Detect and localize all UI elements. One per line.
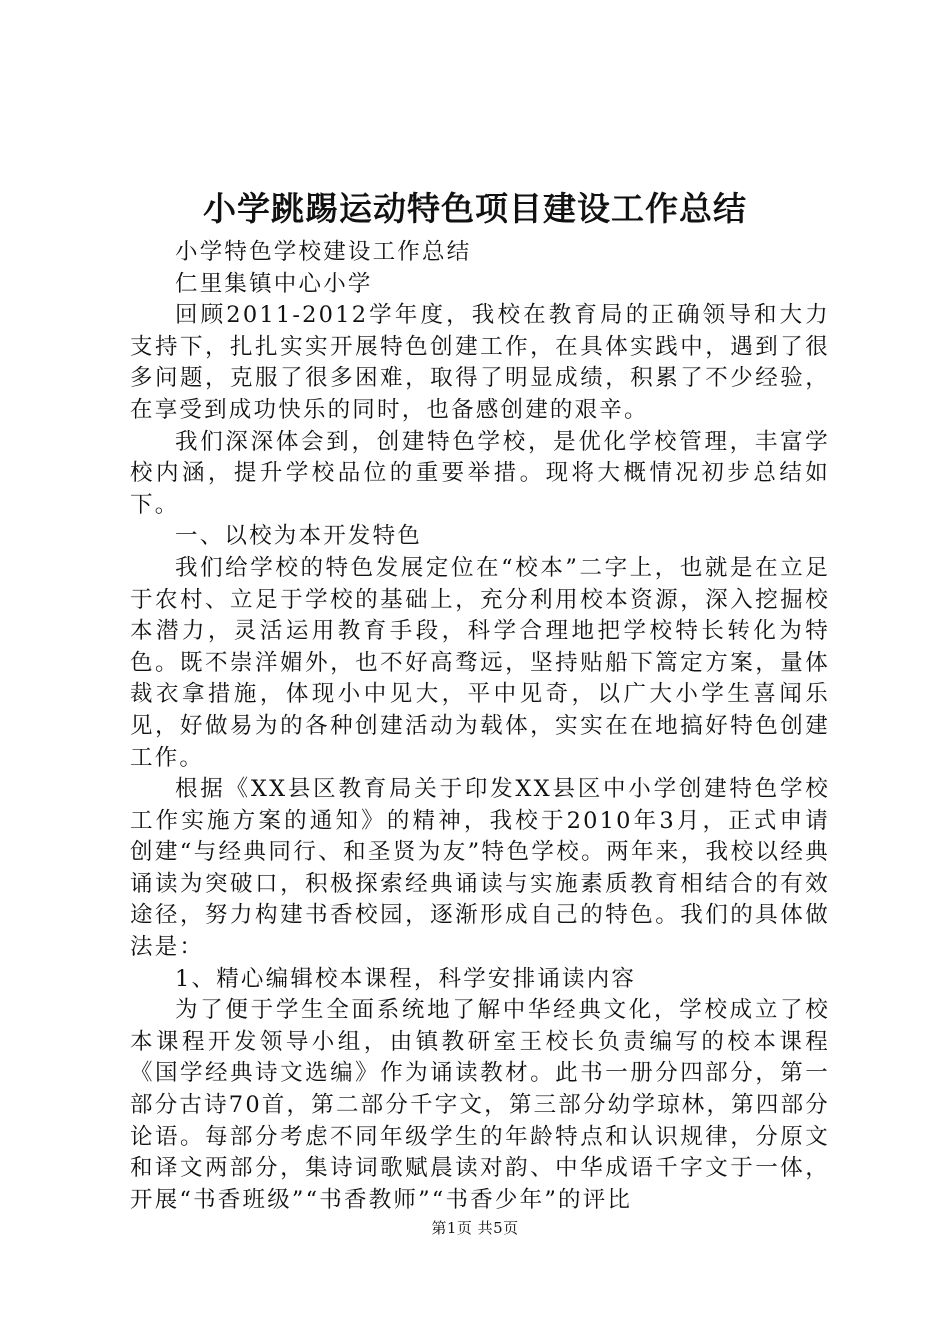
subtitle-paragraph: 小学特色学校建设工作总结 [175, 239, 472, 265]
body-paragraph: 根据《XX县区教育局关于印发XX县区中小学创建特色学校工作实施方案的通知》的精神，我校于2010年3月，正式申请创建“与经典同行、和圣贤为友”特色学校。两年来，我校以经典诵读为突破口，积极探索经典诵读与实施素质教育相结合的有效途径，努力构建书香校园，逐渐形成自己的特色。我们的具体做法是： [130, 776, 830, 961]
subsection-heading: 1、精心编辑校本课程，科学安排诵读内容 [175, 965, 637, 992]
body-paragraph: 为了便于学生全面系统地了解中华经典文化，学校成立了校本课程开发领导小组，由镇教研室王校长负责编写的校本课程《国学经典诗文选编》作为诵读教材。此书一册分四部分，第一部分古诗70首，第二部分千字文，第三部分幼学琼林，第四部分论语。每部分考虑不同年级学生的年龄特点和认识规律，分原文和译文两部分，集诗词歌赋晨读对韵、中华成语千字文于一体，开展“书香班级”“书香教师”“书香少年”的评比 [130, 997, 830, 1213]
document-body [130, 237, 830, 1216]
section-heading: 一、以校为本开发特色 [175, 523, 423, 550]
body-paragraph: 我们深深体会到，创建特色学校，是优化学校管理，丰富学校内涵，提升学校品位的重要举措。现将大概情况初步总结如下。 [130, 428, 830, 518]
body-paragraph: 回顾2011-2012学年度，我校在教育局的正确领导和大力支持下，扎扎实实开展特色创建工作，在具体实践中，遇到了很多问题，克服了很多困难，取得了明显成绩，积累了不少经验，在享受到成功快乐的同时，也备感创建的艰辛。 [130, 302, 830, 423]
document-title: 小学跳踢运动特色项目建设工作总结 [203, 189, 747, 228]
school-name-paragraph: 仁里集镇中心小学 [175, 270, 373, 297]
page-number-footer: 第1页 共5页 [431, 1219, 519, 1237]
body-paragraph: 我们给学校的特色发展定位在“校本”二字上，也就是在立足于农村、立足于学校的基础上，充分利用校本资源，深入挖掘校本潜力，灵活运用教育手段，科学合理地把学校特长转化为特色。既不崇洋媚外，也不好高骛远，坚持贴船下篙定方案，量体裁衣拿措施，体现小中见大，平中见奇，以广大小学生喜闻乐见，好做易为的各种创建活动为载体，实实在在地搞好特色创建工作。 [130, 554, 830, 771]
